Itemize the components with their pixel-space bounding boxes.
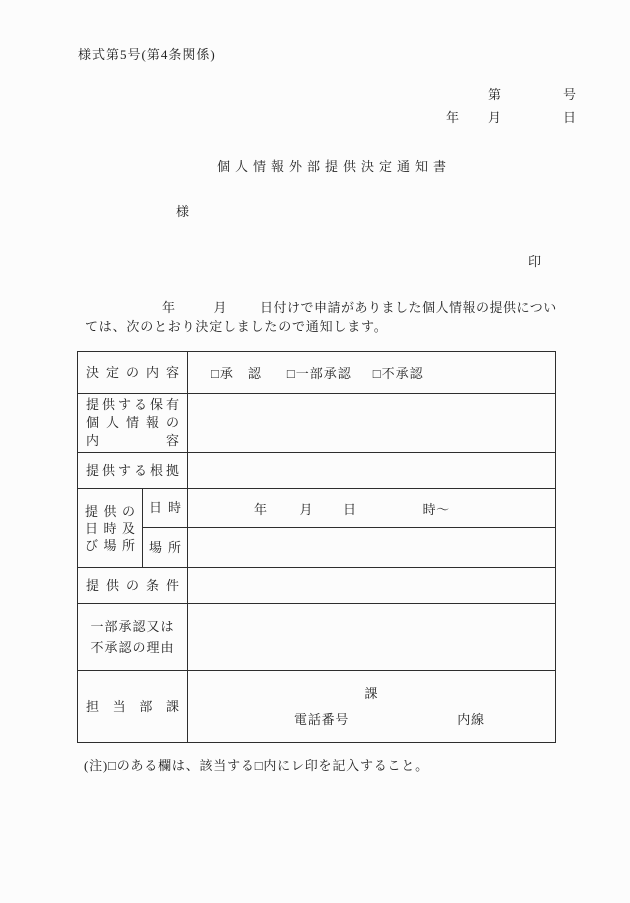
body-date-month: 月: [213, 300, 228, 315]
held-info-value-cell: [188, 394, 556, 453]
checkbox-disapprove[interactable]: □不承認: [372, 366, 424, 381]
body-paragraph-line1: [162, 300, 557, 316]
row-provision-place: [78, 528, 556, 568]
checkbox-partial-approve[interactable]: □一部承認: [286, 366, 352, 381]
partial-reason-value-cell: [188, 604, 556, 671]
place-label-cell: [143, 528, 188, 568]
held-info-label-line3: 内 容: [86, 433, 180, 448]
department-value-cell: [188, 671, 556, 743]
row-decision: [78, 352, 556, 394]
row-held-info: [78, 394, 556, 453]
datetime-year-label: 年: [254, 501, 268, 517]
basis-label: 提 供 す る 根 拠: [86, 462, 180, 478]
held-info-label-line2: 個 人 情 報 の: [86, 415, 180, 430]
department-section-suffix: 課: [364, 685, 379, 701]
date-year-label: 年: [446, 110, 460, 125]
provision-label-line2: 日 時 及: [85, 520, 135, 536]
conditions-value-cell: [188, 568, 556, 604]
decision-options: [188, 363, 555, 382]
row-conditions: [78, 568, 556, 604]
conditions-label-cell: [78, 568, 188, 604]
addressee-suffix: 様: [176, 204, 190, 219]
row-department: [78, 671, 556, 743]
date-month-label: 月: [488, 110, 502, 125]
extension-label: 内線: [457, 711, 485, 727]
decision-value-cell: [188, 352, 556, 394]
basis-value-cell: [188, 453, 556, 489]
provision-label-line3: び 場 所: [85, 537, 135, 553]
datetime-value-cell: [188, 489, 556, 528]
partial-reason-label-cell: [78, 604, 188, 671]
place-label: 場 所: [149, 539, 182, 555]
document-title: 個人情報外部提供決定通知書: [217, 159, 452, 174]
row-partial-reason: [78, 604, 556, 671]
datetime-label: 日 時: [149, 500, 182, 515]
department-content: [188, 687, 555, 727]
body-date-year: 年: [162, 300, 176, 315]
phone-label: 電話番号: [294, 711, 350, 727]
decision-label: 決 定 の 内 容: [86, 364, 180, 380]
checkbox-approve[interactable]: □承 認: [211, 366, 262, 381]
place-value-cell: [188, 528, 556, 568]
datetime-label-cell: [143, 489, 188, 528]
department-label: 担 当 部 課: [86, 698, 179, 714]
decision-table: [77, 351, 556, 743]
doc-number-suffix: 号: [563, 87, 577, 102]
row-provision-datetime: [78, 489, 556, 528]
datetime-day-label: 日: [343, 501, 357, 517]
seal-mark: 印: [528, 254, 542, 269]
datetime-month-label: 月: [299, 501, 314, 517]
datetime-placeholders: [188, 499, 555, 518]
conditions-label: 提 供 の 条 件: [86, 577, 180, 593]
provision-label-line1: 提 供 の: [85, 503, 135, 519]
row-basis: [78, 453, 556, 489]
footnote: (注)□のある欄は、該当する□内にレ印を記入すること。: [84, 758, 429, 773]
date-day-label: 日: [563, 110, 577, 125]
partial-reason-label-line1: 一部承認又は: [90, 619, 175, 634]
decision-label-cell: [78, 352, 188, 394]
datetime-time-label: 時～: [422, 501, 450, 517]
provision-when-where-label-cell: [78, 489, 143, 568]
held-info-label-cell: [78, 394, 188, 453]
basis-label-cell: [78, 453, 188, 489]
body-paragraph-line2: ては、次のとおり決定しましたので通知します。: [85, 319, 388, 334]
department-contact-line: [188, 713, 555, 727]
form-number: 様式第5号(第4条関係): [78, 47, 216, 62]
body-line1-text: 日付けで申請がありました個人情報の提供につい: [260, 300, 557, 315]
doc-number-prefix: 第: [488, 87, 502, 102]
department-label-cell: [78, 671, 188, 743]
held-info-label-line1: 提 供 す る 保 有: [86, 397, 180, 412]
partial-reason-label-line2: 不承認の理由: [90, 640, 175, 655]
